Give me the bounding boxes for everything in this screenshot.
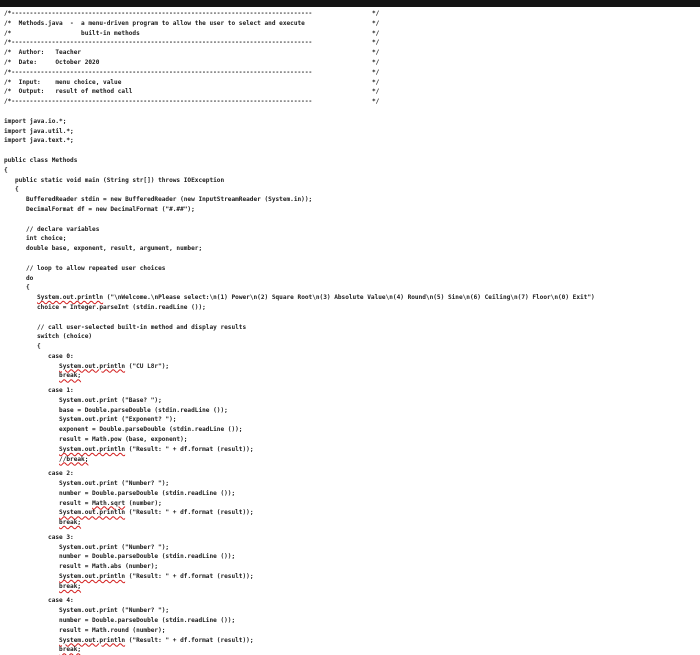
- code-line: System.out.print ("Number? ");: [4, 607, 170, 615]
- spellcheck-underline: System.out.println: [59, 362, 126, 370]
- main-declaration: public static void main (String str[]) throws IOException: [4, 176, 225, 184]
- spellcheck-underline: Math.sqrt: [92, 499, 126, 507]
- welcome-println: System.out.println ("\nWelcome.\nPlease select:\n(1) Power\n(2) Square Root\n(3) Absolute Value\n(4) Round\n(5) Sine\n(6) Ceiling\n(7) Floor\n(0) Exit"): [37, 294, 595, 302]
- header-title-cont: /* built-in methods */: [4, 29, 380, 37]
- header-rule: /*---------------------------------------------------------------------------------- */: [4, 10, 380, 17]
- code-line: [4, 371, 696, 381]
- code-line: result = Math.abs (number);: [4, 563, 159, 571]
- code-line: result = Math.sqrt (number);: [4, 499, 162, 507]
- format-line: DecimalFormat df = new DecimalFormat ("#.##");: [4, 205, 195, 213]
- do-open-brace: {: [4, 284, 30, 292]
- header-author: /* Author: Teacher */: [4, 49, 380, 57]
- main-open-brace: {: [4, 186, 19, 194]
- code-line: [4, 582, 696, 592]
- reader-line: BufferedReader stdin = new BufferedReader (new InputStreamReader (System.in));: [4, 196, 313, 204]
- code-line: System.out.print ("Number? ");: [4, 543, 170, 551]
- spellcheck-underline: System.out.println: [59, 445, 126, 453]
- declare-comment: // declare variables: [4, 225, 100, 233]
- case-label: case 1:: [4, 387, 74, 395]
- code-line: System.out.println ("CU L8r");: [59, 362, 170, 370]
- header-input: /* Input: menu choice, value */: [4, 78, 380, 86]
- header-date: /* Date: October 2020 */: [4, 58, 380, 66]
- code-line: [4, 518, 696, 528]
- double-declaration: double base, exponent, result, argument, number;: [4, 245, 203, 253]
- import-line: import java.util.*;: [4, 127, 74, 135]
- import-line: import java.io.*;: [4, 117, 67, 125]
- loop-comment: // loop to allow repeated user choices: [4, 264, 166, 272]
- code-line: System.out.println ("Result: " + df.format (result));: [59, 509, 254, 517]
- spellcheck-underline: break;: [59, 372, 82, 380]
- code-line: exponent = Double.parseDouble (stdin.readLine ());: [4, 426, 243, 434]
- spellcheck-underline: break;: [59, 519, 82, 527]
- case-label: case 4:: [4, 597, 74, 605]
- code-document: [4, 9, 696, 655]
- spellcheck-underline: System.out.println: [59, 573, 126, 581]
- header-output: /* Output: result of method call */: [4, 88, 380, 96]
- spellcheck-underline: System.out.println: [37, 294, 104, 302]
- code-line: System.out.print ("Base? ");: [4, 396, 162, 404]
- code-line: number = Double.parseDouble (stdin.readLine ());: [4, 553, 236, 561]
- class-declaration: public class Methods: [4, 156, 78, 164]
- choice-line: choice = Integer.parseInt (stdin.readLine ());: [4, 303, 206, 311]
- header-rule: /*---------------------------------------------------------------------------------- */: [4, 68, 380, 76]
- window-top-edge: [0, 0, 700, 7]
- header-title-line: /* Methods.java - a menu-driven program to allow the user to select and execute */: [4, 19, 380, 27]
- class-open-brace: {: [4, 166, 8, 174]
- case-label: case 3:: [4, 533, 74, 541]
- case-label: case 2:: [4, 470, 74, 478]
- code-line: [4, 645, 696, 655]
- code-line: System.out.println ("Result: " + df.format (result));: [59, 636, 254, 644]
- spellcheck-underline: System.out.println: [59, 636, 126, 644]
- spellcheck-underline: System.out.println: [59, 509, 126, 517]
- spellcheck-underline: break;: [59, 582, 82, 590]
- code-line: System.out.print ("Exponent? ");: [4, 416, 177, 424]
- import-line: import java.text.*;: [4, 137, 74, 145]
- code-line: base = Double.parseDouble (stdin.readLine ());: [4, 406, 228, 414]
- code-line: System.out.println ("Result: " + df.format (result));: [59, 445, 254, 453]
- spellcheck-underline: break;: [59, 646, 82, 654]
- switch-open-brace: {: [4, 343, 41, 351]
- case-label: case 0:: [4, 352, 74, 360]
- code-line: System.out.print ("Number? ");: [4, 480, 170, 488]
- code-line: [4, 455, 696, 465]
- header-rule: /*---------------------------------------------------------------------------------- */: [4, 39, 380, 47]
- switch-comment: // call user-selected built-in method and display results: [4, 323, 247, 331]
- int-declaration: int choice;: [4, 235, 67, 243]
- switch-line: switch (choice): [4, 333, 93, 341]
- spellcheck-underline: //break;: [59, 455, 89, 463]
- header-rule: /*---------------------------------------------------------------------------------- */: [4, 98, 380, 106]
- do-keyword: do: [4, 274, 34, 282]
- code-line: result = Math.pow (base, exponent);: [4, 436, 188, 444]
- code-line: number = Double.parseDouble (stdin.readLine ());: [4, 617, 236, 624]
- code-line: System.out.println ("Result: " + df.format (result));: [59, 573, 254, 581]
- code-line: number = Double.parseDouble (stdin.readLine ());: [4, 489, 236, 497]
- code-line: result = Math.round (number);: [4, 626, 166, 634]
